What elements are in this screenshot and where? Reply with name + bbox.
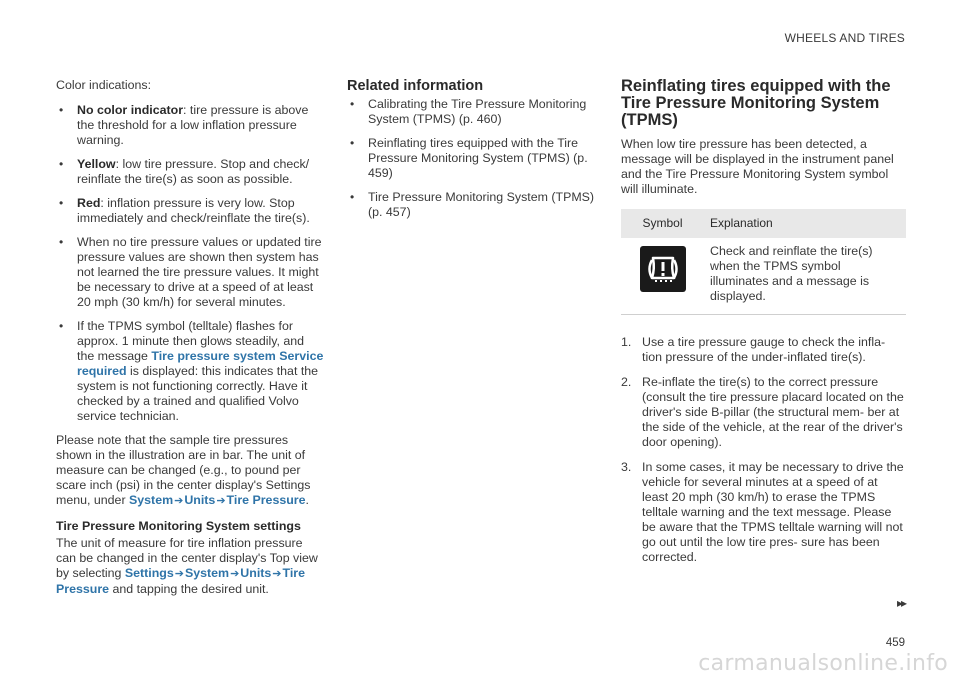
- right-column: [621, 78, 906, 575]
- list-item: 3. In some cases, it may be necessary to drive the vehicle for several minutes at a speed of at least 20 mph (30 km/h) to erase the TPMS telltale warning and the text message. Please be aware that the TPMS telltale warning will not go out until the low tire pres- sure has been corrected.: [621, 460, 904, 564]
- menu-path-units: Units: [240, 566, 272, 580]
- list-item: • When no tire pressure values or updated tire pressure values are shown then system has not learned the tire pressure values. It might be necessary to drive at a speed of at least 20 mph (30 km/h) for several minutes.: [59, 235, 322, 309]
- list-item: • Red: inflation pressure is very low. Stop immediately and check/reinflate the tire(s).: [59, 196, 310, 225]
- menu-path-system: System: [184, 566, 230, 580]
- steps-list: [621, 335, 906, 565]
- tpms-warning-icon: [640, 246, 686, 292]
- related-link[interactable]: • Calibrating the Tire Pressure Monitoring System (TPMS) (p. 460): [350, 97, 587, 126]
- page-number: 459: [885, 637, 905, 649]
- related-list: [347, 97, 597, 220]
- related-link[interactable]: • Reinflating tires equipped with the Tire Pressure Monitoring System (TPMS) (p. 459): [350, 136, 588, 180]
- arrow-right-icon: ➔: [174, 495, 184, 507]
- list-item: • No color indicator: tire pressure is above the threshold for a low inflation pressure warning.: [59, 103, 309, 147]
- section-header: WHEELS AND TIRES: [784, 31, 905, 45]
- menu-path-units: Units: [184, 493, 216, 507]
- list-item: 2. Re-inflate the tire(s) to the correct pressure (consult the tire pressure placard located on the driver's side B-pillar (the structural mem- ber at the side of the vehicle, at the rear of the driver's door opening).: [621, 375, 904, 449]
- section-title: Reinflating tires equipped with the Tire Pressure Monitoring System (TPMS): [621, 77, 891, 129]
- color-heading: Color indications:: [56, 78, 152, 92]
- symbol-explanation: Check and reinflate the tire(s) when the TPMS symbol illuminates and a message is displayed.: [704, 238, 906, 315]
- related-link[interactable]: • Tire Pressure Monitoring System (TPMS) (p. 457): [350, 190, 595, 219]
- units-note: Please note that the sample tire pressures shown in the illustration are in bar. The unit of measure can be changed (e.g., to pound per scare inch (psi) in the center display's Settings menu, under System➔Units➔Tire Pressure.: [56, 433, 311, 507]
- list-item: • If the TPMS symbol (telltale) flashes for approx. 1 minute then glows steadily, and the message Tire pressure system Service required is displayed: this indicates that the system is not functioning correctly. Have it checked by a trained and qualified Volvo service technician.: [59, 319, 324, 423]
- related-heading: Related information: [347, 78, 484, 94]
- menu-path-tire-pressure: Tire Pressure: [56, 566, 306, 596]
- next-page-icon[interactable]: ▸▸: [896, 596, 905, 610]
- settings-heading: Tire Pressure Monitoring System settings: [56, 519, 301, 533]
- arrow-right-icon: ➔: [216, 495, 226, 507]
- menu-path-tire-pressure: Tire Pressure: [226, 493, 306, 507]
- watermark: carmanualsonline.info: [698, 651, 948, 676]
- list-item: 1. Use a tire pressure gauge to check the infla- tion pressure of the under-inflated tire(s).: [621, 335, 886, 364]
- symbol-table: [621, 209, 906, 315]
- arrow-right-icon: ➔: [230, 568, 240, 580]
- settings-text: The unit of measure for tire inflation pressure can be changed in the center display's Top view by selecting Settings➔System➔Units➔Tire Pressure and tapping the desired unit.: [56, 536, 318, 596]
- table-header-explanation: Explanation: [704, 209, 906, 238]
- service-message: Tire pressure system Service required: [77, 349, 324, 378]
- table-row: [621, 238, 906, 315]
- left-column: [56, 78, 324, 607]
- arrow-right-icon: ➔: [174, 568, 184, 580]
- intro-text: When low tire pressure has been detected, a message will be displayed in the instrument panel and the Tire Pressure Monitoring System symbol will illuminate.: [621, 137, 894, 196]
- middle-column: [347, 78, 597, 229]
- list-item: • Yellow: low tire pressure. Stop and check/ reinflate the tire(s) as soon as possible.: [59, 157, 310, 186]
- table-header-symbol: Symbol: [621, 209, 704, 238]
- menu-path-settings: Settings: [124, 566, 174, 580]
- menu-path-system: System: [129, 493, 174, 507]
- color-list: [56, 103, 324, 424]
- arrow-right-icon: ➔: [272, 568, 282, 580]
